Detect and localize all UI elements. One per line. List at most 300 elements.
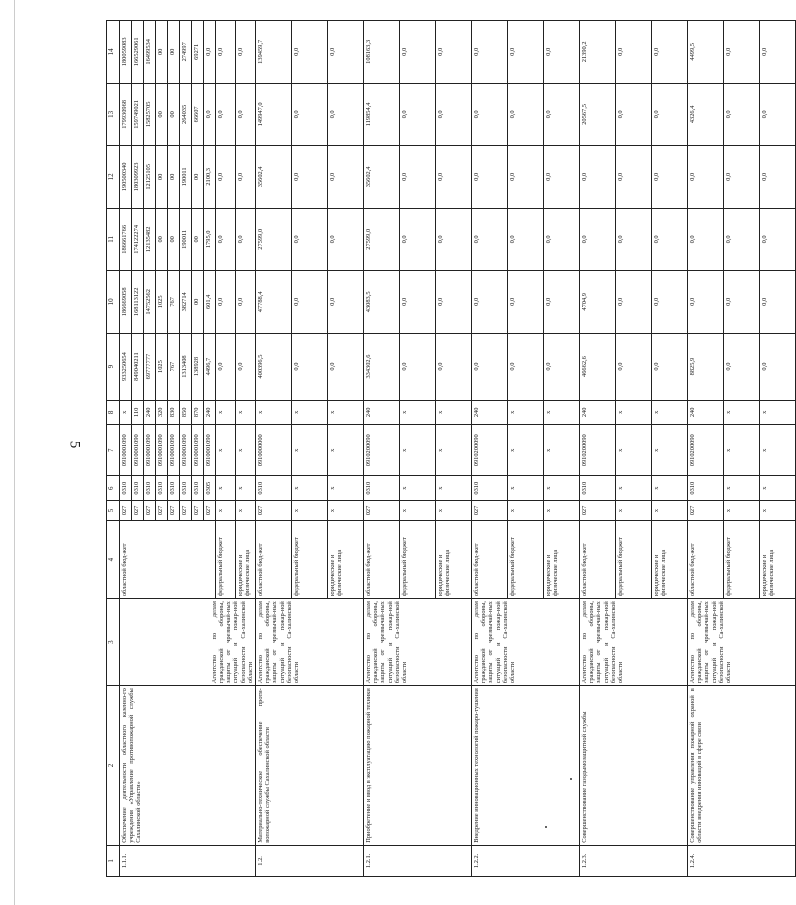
- value-cell-7: 0910001090: [204, 425, 216, 476]
- value-cell-9: 138928: [192, 333, 204, 400]
- value-cell-10: 4704,9: [580, 271, 616, 333]
- value-cell-7: х: [760, 425, 796, 476]
- value-cell-14: 0,0: [204, 21, 216, 84]
- value-cell-8: 240: [472, 400, 508, 425]
- value-cell-12: 0,0: [688, 146, 724, 208]
- value-cell-5: 027: [180, 500, 192, 520]
- funding-source-cell: юридические и физические лица: [328, 521, 364, 599]
- value-cell-10: 0,0: [400, 271, 436, 333]
- column-header-3: 3: [107, 599, 120, 686]
- value-cell-6: х: [400, 476, 436, 501]
- value-cell-14: 0,0: [508, 21, 544, 84]
- row-code: 1.2.4.: [688, 845, 796, 876]
- value-cell-8: 240: [364, 400, 400, 425]
- value-cell-12: 00: [156, 146, 168, 208]
- value-cell-12: 0,0: [760, 146, 796, 208]
- value-cell-8: 870: [192, 400, 204, 425]
- value-cell-13: 264035: [180, 83, 192, 145]
- value-cell-14: 0,0: [436, 21, 472, 84]
- value-cell-9: 849040211: [132, 333, 144, 400]
- value-cell-6: х: [544, 476, 580, 501]
- value-cell-8: 240: [580, 400, 616, 425]
- value-cell-6: 0310: [120, 476, 132, 501]
- value-cell-5: 027: [204, 500, 216, 520]
- value-cell-5: х: [328, 500, 364, 520]
- value-cell-11: 27599,0: [364, 208, 400, 270]
- value-cell-14: 0,0: [400, 21, 436, 84]
- value-cell-9: 0,0: [292, 333, 328, 400]
- value-cell-12: 190500340: [120, 146, 132, 208]
- value-cell-13: 0,0: [508, 83, 544, 145]
- value-cell-6: 0310: [168, 476, 180, 501]
- value-cell-12: 0,0: [508, 146, 544, 208]
- value-cell-10: 0,0: [688, 271, 724, 333]
- scan-speck: [570, 778, 572, 780]
- value-cell-7: х: [400, 425, 436, 476]
- value-cell-10: 0,0: [436, 271, 472, 333]
- funding-source-cell: областной бюд-жет: [688, 521, 724, 599]
- row-title: Совершенствование управления пожарной охраной в области внедрения инноваций в сфере связи: [688, 686, 796, 846]
- value-cell-10: 382714: [180, 271, 192, 333]
- table-row: [472, 21, 508, 877]
- funding-source-cell: федеральный бюджет: [216, 521, 236, 599]
- value-cell-7: 0910001090: [168, 425, 180, 476]
- value-cell-10: 0,0: [216, 271, 236, 333]
- value-cell-12: 35602,4: [364, 146, 400, 208]
- value-cell-7: х: [292, 425, 328, 476]
- column-header-7: 7: [107, 425, 120, 476]
- value-cell-6: 0310: [144, 476, 156, 501]
- value-cell-8: х: [216, 400, 236, 425]
- value-cell-8: х: [120, 400, 132, 425]
- value-cell-10: 186669058: [120, 271, 132, 333]
- table-row: [256, 21, 292, 877]
- value-cell-6: х: [236, 476, 256, 501]
- value-cell-13: 0,0: [760, 83, 796, 145]
- value-cell-10: 767: [168, 271, 180, 333]
- scan-speck: [545, 826, 547, 828]
- column-header-1: 1: [107, 845, 120, 876]
- value-cell-14: 0,0: [544, 21, 580, 84]
- value-cell-14: 0,0: [472, 21, 508, 84]
- value-cell-14: 180059083: [120, 21, 132, 84]
- value-cell-11: 0,0: [580, 208, 616, 270]
- value-cell-13: 0,0: [652, 83, 688, 145]
- value-cell-14: 00: [168, 21, 180, 84]
- funding-source-cell: областной бюд-жет: [120, 521, 216, 599]
- value-cell-10: 0,0: [652, 271, 688, 333]
- value-cell-9: 0,0: [236, 333, 256, 400]
- value-cell-14: 0,0: [328, 21, 364, 84]
- value-cell-12: 190011: [180, 146, 192, 208]
- table-row: [580, 21, 616, 877]
- column-header-11: 11: [107, 208, 120, 270]
- value-cell-6: х: [328, 476, 364, 501]
- value-cell-11: 0,0: [652, 208, 688, 270]
- funding-source-cell: федеральный бюджет: [508, 521, 544, 599]
- row-title: Совершенствование газодымозащитной службы: [580, 686, 688, 846]
- value-cell-9: 46662,6: [580, 333, 616, 400]
- column-header-9: 9: [107, 333, 120, 400]
- executor-cell: Агентство по делам гражданской обороны, защиты от чрезвычай-ных ситуаций и пожар-ной безопасности Са-халинской области: [120, 599, 256, 686]
- value-cell-10: 168113122: [132, 271, 144, 333]
- value-cell-7: 0910000000: [256, 425, 292, 476]
- value-cell-8: 240: [688, 400, 724, 425]
- value-cell-11: 0,0: [216, 208, 236, 270]
- value-cell-12: 00: [168, 146, 180, 208]
- value-cell-13: 159749021: [132, 83, 144, 145]
- executor-cell: Агентство по делам гражданской обороны, защиты от чрезвычай-ных ситуаций и пожар-ной безопасности Са-халинской области: [472, 599, 580, 686]
- value-cell-7: 0910200090: [472, 425, 508, 476]
- value-cell-7: 0910001090: [156, 425, 168, 476]
- value-cell-5: 027: [364, 500, 400, 520]
- funding-source-cell: федеральный бюджет: [724, 521, 760, 599]
- funding-source-cell: областной бюд-жет: [364, 521, 400, 599]
- row-code: 1.2.2.: [472, 845, 580, 876]
- value-cell-8: х: [544, 400, 580, 425]
- value-cell-8: 850: [180, 400, 192, 425]
- value-cell-11: 00: [156, 208, 168, 270]
- value-cell-14: 0,0: [652, 21, 688, 84]
- row-title: Приобретение и ввод в эксплуатацию пожарной техники: [364, 686, 472, 846]
- value-cell-8: 240: [144, 400, 156, 425]
- value-cell-5: 027: [192, 500, 204, 520]
- value-cell-9: 0,0: [508, 333, 544, 400]
- value-cell-5: 027: [144, 500, 156, 520]
- value-cell-11: 00: [168, 208, 180, 270]
- value-cell-7: 0910200090: [364, 425, 400, 476]
- value-cell-11: 0,0: [472, 208, 508, 270]
- value-cell-7: х: [724, 425, 760, 476]
- value-cell-12: 0,0: [236, 146, 256, 208]
- funding-source-cell: юридические и физические лица: [652, 521, 688, 599]
- value-cell-5: 027: [688, 500, 724, 520]
- value-cell-9: 0,0: [400, 333, 436, 400]
- value-cell-7: 0910001090: [120, 425, 132, 476]
- value-cell-6: х: [292, 476, 328, 501]
- value-cell-11: 0,0: [328, 208, 364, 270]
- value-cell-6: 0305: [204, 476, 216, 501]
- value-cell-10: 00: [192, 271, 204, 333]
- page-number: 5: [66, 440, 83, 449]
- row-title: Обеспечение деятельности областного казенно-го учреждения «Управление противопожарной службы Сахалинской области»: [120, 686, 256, 846]
- value-cell-14: 0,0: [216, 21, 236, 84]
- value-cell-14: 69271: [192, 21, 204, 84]
- value-cell-12: 0,0: [292, 146, 328, 208]
- value-cell-12: 35602,4: [256, 146, 292, 208]
- value-cell-10: 601,4: [204, 271, 216, 333]
- value-cell-7: 0910200090: [688, 425, 724, 476]
- value-cell-8: х: [292, 400, 328, 425]
- funding-source-cell: федеральный бюджет: [616, 521, 652, 599]
- row-code: 1.1.1.: [120, 845, 256, 876]
- value-cell-6: 0310: [580, 476, 616, 501]
- value-cell-8: х: [328, 400, 364, 425]
- value-cell-12: 00: [192, 146, 204, 208]
- value-cell-13: 119854,4: [364, 83, 400, 145]
- column-header-13: 13: [107, 83, 120, 145]
- row-title: Внедрение инновационных технологий пожаро-тушения: [472, 686, 580, 846]
- value-cell-13: 149947,0: [256, 83, 292, 145]
- value-cell-11: 27599,0: [256, 208, 292, 270]
- value-cell-12: 0,0: [400, 146, 436, 208]
- funding-source-cell: федеральный бюджет: [292, 521, 328, 599]
- rotated-page: [106, 20, 776, 877]
- value-cell-6: х: [652, 476, 688, 501]
- value-cell-9: 0,0: [216, 333, 236, 400]
- value-cell-13: 4326,4: [688, 83, 724, 145]
- value-cell-10: 1025: [156, 271, 168, 333]
- value-cell-10: 47788,4: [256, 271, 292, 333]
- column-header-2: 2: [107, 686, 120, 846]
- column-header-10: 10: [107, 271, 120, 333]
- value-cell-8: х: [436, 400, 472, 425]
- value-cell-11: 0,0: [400, 208, 436, 270]
- value-cell-9: 1025: [156, 333, 168, 400]
- value-cell-12: 0,0: [652, 146, 688, 208]
- table-body: [120, 21, 796, 877]
- value-cell-5: 027: [580, 500, 616, 520]
- column-header-12: 12: [107, 146, 120, 208]
- value-cell-14: 274997: [180, 21, 192, 84]
- value-cell-12: 180309923: [132, 146, 144, 208]
- value-cell-14: 0,0: [236, 21, 256, 84]
- value-cell-9: 0,0: [652, 333, 688, 400]
- value-cell-9: 400396,5: [256, 333, 292, 400]
- value-cell-13: 0,0: [436, 83, 472, 145]
- value-cell-5: х: [508, 500, 544, 520]
- value-cell-6: 0310: [256, 476, 292, 501]
- value-cell-9: 933250654: [120, 333, 132, 400]
- value-cell-14: 21390,2: [580, 21, 616, 84]
- value-cell-14: 166529061: [132, 21, 144, 84]
- value-cell-13: 66607: [192, 83, 204, 145]
- value-cell-10: 0,0: [544, 271, 580, 333]
- value-cell-10: 0,0: [760, 271, 796, 333]
- value-cell-12: 12125105: [144, 146, 156, 208]
- value-cell-10: 0,0: [236, 271, 256, 333]
- value-cell-9: 8825,9: [688, 333, 724, 400]
- value-cell-5: 027: [256, 500, 292, 520]
- value-cell-9: 1313408: [180, 333, 192, 400]
- value-cell-11: 0,0: [616, 208, 652, 270]
- executor-cell: Агентство по делам гражданской обороны, защиты от чрезвычай-ных ситуаций и пожар-ной безопасности Са-халинской области: [256, 599, 364, 686]
- value-cell-7: х: [544, 425, 580, 476]
- table-row: [688, 21, 724, 877]
- value-cell-5: 027: [168, 500, 180, 520]
- executor-cell: Агентство по делам гражданской обороны, защиты от чрезвычай-ных ситуаций и пожар-ной безопасности Са-халинской области: [364, 599, 472, 686]
- value-cell-13: 0,0: [400, 83, 436, 145]
- value-cell-7: х: [236, 425, 256, 476]
- value-cell-11: 174122274: [132, 208, 144, 270]
- value-cell-10: 0,0: [472, 271, 508, 333]
- value-cell-14: 0,0: [616, 21, 652, 84]
- value-cell-7: х: [616, 425, 652, 476]
- column-header-6: 6: [107, 476, 120, 501]
- value-cell-14: 16499534: [144, 21, 156, 84]
- value-cell-13: 0,0: [204, 83, 216, 145]
- value-cell-6: 0310: [472, 476, 508, 501]
- value-cell-10: 43083,5: [364, 271, 400, 333]
- value-cell-6: 0310: [156, 476, 168, 501]
- value-cell-8: х: [400, 400, 436, 425]
- value-cell-13: 15825705: [144, 83, 156, 145]
- value-cell-7: 0910200090: [580, 425, 616, 476]
- table-row: [364, 21, 400, 877]
- value-cell-5: х: [292, 500, 328, 520]
- value-cell-5: х: [400, 500, 436, 520]
- value-cell-8: х: [652, 400, 688, 425]
- value-cell-6: х: [508, 476, 544, 501]
- value-cell-14: 139459,7: [256, 21, 292, 84]
- value-cell-8: х: [760, 400, 796, 425]
- value-cell-10: 0,0: [724, 271, 760, 333]
- value-cell-13: 179930968: [120, 83, 132, 145]
- value-cell-6: х: [724, 476, 760, 501]
- value-cell-9: 4496,7: [204, 333, 216, 400]
- column-header-4: 4: [107, 521, 120, 599]
- value-cell-11: 1795,0: [204, 208, 216, 270]
- value-cell-14: 0,0: [292, 21, 328, 84]
- value-cell-9: 69777777: [144, 333, 156, 400]
- value-cell-11: 0,0: [508, 208, 544, 270]
- value-cell-13: 00: [156, 83, 168, 145]
- value-cell-11: 186661766: [120, 208, 132, 270]
- value-cell-10: 0,0: [616, 271, 652, 333]
- funding-source-cell: федеральный бюджет: [400, 521, 436, 599]
- value-cell-13: 0,0: [724, 83, 760, 145]
- value-cell-12: 0,0: [436, 146, 472, 208]
- value-cell-11: 0,0: [436, 208, 472, 270]
- value-cell-5: 027: [472, 500, 508, 520]
- funding-source-cell: юридические и физические лица: [760, 521, 796, 599]
- value-cell-14: 0,0: [724, 21, 760, 84]
- value-cell-12: 0,0: [724, 146, 760, 208]
- value-cell-13: 00: [168, 83, 180, 145]
- value-cell-11: 0,0: [760, 208, 796, 270]
- value-cell-7: х: [652, 425, 688, 476]
- value-cell-10: 0,0: [508, 271, 544, 333]
- value-cell-11: 0,0: [688, 208, 724, 270]
- value-cell-9: 0,0: [616, 333, 652, 400]
- value-cell-8: х: [724, 400, 760, 425]
- value-cell-9: 0,0: [436, 333, 472, 400]
- funding-source-cell: областной бюд-жет: [580, 521, 616, 599]
- value-cell-9: 0,0: [472, 333, 508, 400]
- value-cell-5: х: [652, 500, 688, 520]
- value-cell-5: х: [216, 500, 236, 520]
- value-cell-5: 027: [120, 500, 132, 520]
- value-cell-5: х: [760, 500, 796, 520]
- value-cell-9: 0,0: [760, 333, 796, 400]
- value-cell-11: 0,0: [544, 208, 580, 270]
- value-cell-6: х: [436, 476, 472, 501]
- value-cell-7: х: [216, 425, 236, 476]
- row-code: 1.2.: [256, 845, 364, 876]
- value-cell-6: 0310: [180, 476, 192, 501]
- value-cell-6: х: [616, 476, 652, 501]
- column-header-5: 5: [107, 500, 120, 520]
- row-title: Материально-техническое обеспечение проти-вопожарной службы Сахалинской области: [256, 686, 364, 846]
- value-cell-6: 0310: [132, 476, 144, 501]
- funding-source-cell: областной бюд-жет: [472, 521, 508, 599]
- column-header-8: 8: [107, 400, 120, 425]
- value-cell-14: 0,0: [760, 21, 796, 84]
- column-header-14: 14: [107, 21, 120, 84]
- value-cell-10: 0,0: [292, 271, 328, 333]
- value-cell-12: 0,0: [328, 146, 364, 208]
- value-cell-11: 0,0: [292, 208, 328, 270]
- value-cell-8: х: [236, 400, 256, 425]
- value-cell-13: 0,0: [472, 83, 508, 145]
- value-cell-12: 0,0: [544, 146, 580, 208]
- value-cell-8: 240: [204, 400, 216, 425]
- value-cell-13: 0,0: [216, 83, 236, 145]
- budget-table: [106, 20, 796, 877]
- value-cell-5: х: [236, 500, 256, 520]
- value-cell-11: 0,0: [724, 208, 760, 270]
- value-cell-5: х: [616, 500, 652, 520]
- value-cell-7: 0910001090: [192, 425, 204, 476]
- value-cell-9: 0,0: [544, 333, 580, 400]
- value-cell-7: х: [328, 425, 364, 476]
- executor-cell: Агентство по делам гражданской обороны, защиты от чрезвычай-ных ситуаций и пожар-ной безопасности Са-халинской области: [688, 599, 796, 686]
- value-cell-9: 0,0: [328, 333, 364, 400]
- value-cell-12: 2100,3: [204, 146, 216, 208]
- value-cell-11: 0,0: [236, 208, 256, 270]
- funding-source-cell: областной бюд-жет: [256, 521, 292, 599]
- value-cell-11: 190011: [180, 208, 192, 270]
- value-cell-13: 0,0: [616, 83, 652, 145]
- value-cell-5: 027: [132, 500, 144, 520]
- value-cell-8: х: [508, 400, 544, 425]
- value-cell-5: х: [724, 500, 760, 520]
- value-cell-5: 027: [156, 500, 168, 520]
- value-cell-6: 0310: [688, 476, 724, 501]
- scan-edge: [14, 0, 15, 905]
- table-row: [120, 21, 132, 877]
- value-cell-13: 0,0: [292, 83, 328, 145]
- value-cell-12: 0,0: [616, 146, 652, 208]
- value-cell-7: х: [508, 425, 544, 476]
- value-cell-12: 0,0: [472, 146, 508, 208]
- value-cell-12: 0,0: [580, 146, 616, 208]
- value-cell-11: 00: [192, 208, 204, 270]
- value-cell-9: 767: [168, 333, 180, 400]
- executor-cell: Агентство по делам гражданской обороны, защиты от чрезвычай-ных ситуаций и пожар-ной безопасности Са-халинской области: [580, 599, 688, 686]
- value-cell-6: х: [760, 476, 796, 501]
- value-cell-14: 00: [156, 21, 168, 84]
- value-cell-6: 0310: [364, 476, 400, 501]
- value-cell-5: х: [436, 500, 472, 520]
- value-cell-8: х: [256, 400, 292, 425]
- value-cell-10: 14752562: [144, 271, 156, 333]
- value-cell-8: 320: [156, 400, 168, 425]
- value-cell-13: 0,0: [328, 83, 364, 145]
- value-cell-10: 0,0: [328, 271, 364, 333]
- value-cell-7: 0910001090: [132, 425, 144, 476]
- header-row: [107, 21, 120, 877]
- funding-source-cell: юридические и физические лица: [236, 521, 256, 599]
- value-cell-13: 20567,5: [580, 83, 616, 145]
- value-cell-5: х: [544, 500, 580, 520]
- value-cell-11: 12135482: [144, 208, 156, 270]
- value-cell-7: 0910001090: [144, 425, 156, 476]
- value-cell-8: х: [616, 400, 652, 425]
- value-cell-13: 0,0: [236, 83, 256, 145]
- funding-source-cell: юридические и физические лица: [436, 521, 472, 599]
- row-code: 1.2.3.: [580, 845, 688, 876]
